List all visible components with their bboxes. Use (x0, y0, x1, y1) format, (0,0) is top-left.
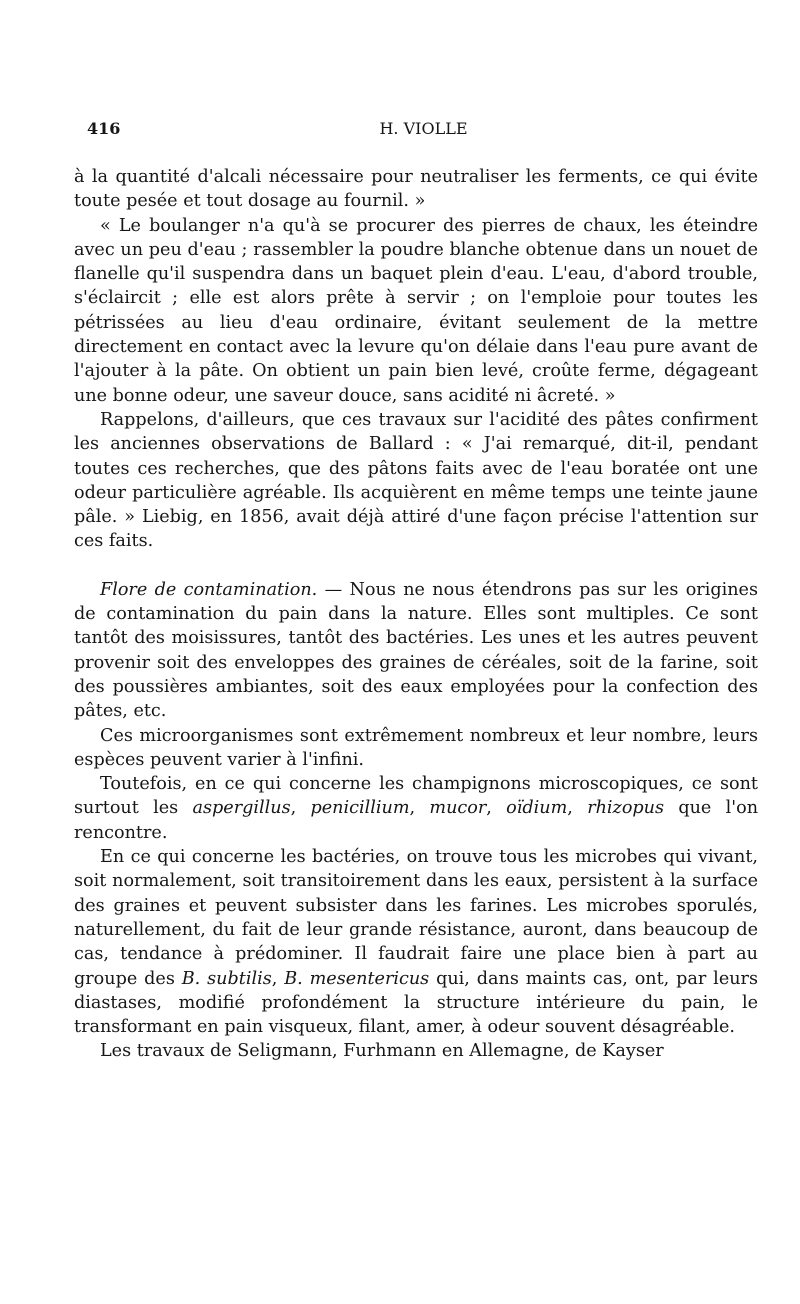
taxon-penicillium: penicillium (310, 798, 410, 819)
paragraph-text: En ce qui concerne les bactéries, on trouve tous les microbes qui vivant, soit normalement, soit transitoirement dans les eaux, persistent à la surface des graines et peuvent subsister dans les farines. Les microbes sporulés, naturellement, du fait de leur grande résistance, auront, dans beaucoup de cas, tendance à prédominer. Il faudrait faire une place bien à part au groupe des (74, 847, 758, 989)
taxon-b-subtilis: B. subtilis (181, 968, 272, 989)
section-gap (74, 554, 758, 578)
section-title: Flore de contamination. (100, 579, 318, 600)
paragraph-champignons (74, 772, 758, 845)
taxon-oidium: oïdium (506, 798, 568, 819)
taxon-mucor: mucor (429, 798, 487, 819)
paragraph-text: « Le boulanger n'a qu'à se procurer des pierres de chaux, les éteindre avec un peu d'eau ; rassembler la poudre blanche obtenue dans un nouet de flanelle qu'il suspendra dans un baquet plein d'eau. L'eau, d'abord trouble, s'éclaircit ; elle est alors prête à servir ; on l'emploie pour toutes les pétrissées au lieu d'eau ordinaire, évitant seulement de la mettre directement en contact avec la levure qu'on délaie dans l'eau pure avant de l'ajouter à la pâte. On obtient un pain bien levé, croûte ferme, dégageant une bonne odeur, une saveur douce, sans acidité ni âcreté. » (74, 215, 758, 406)
paragraph-ballard-liebig (74, 408, 758, 554)
paragraph-text: que l'on rencontre. (74, 798, 759, 843)
paragraph-quote-continuation (74, 165, 758, 214)
page-number: 416 (87, 119, 121, 138)
paragraph-text: Les travaux de Seligmann, Furhmann en Allemagne, de Kayser (100, 1041, 664, 1062)
separator: , (290, 798, 311, 819)
paragraph-text: Toutefois, en ce qui concerne les champignons microscopiques, ce sont surtout les (74, 774, 758, 819)
separator: , (271, 968, 285, 989)
body-text (74, 165, 758, 1064)
paragraph-travaux-seligmann (74, 1039, 758, 1063)
running-head (87, 119, 760, 143)
paragraph-text: à la quantité d'alcali nécessaire pour neutraliser les ferments, ce qui évite toute pesée et tout dosage au fournil. » (74, 167, 758, 212)
paragraph-bacteries (74, 845, 758, 1039)
paragraph-boulanger-quote (74, 214, 758, 408)
separator: , (409, 798, 430, 819)
paragraph-text: qui, dans maints cas, ont, par leurs diastases, modifié profondément la structure intérieure du pain, le transformant en pain visqueux, filant, amer, à odeur souvent désagréable. (74, 968, 758, 1038)
paragraph-microorganismes (74, 724, 758, 773)
paragraph-text: Rappelons, d'ailleurs, que ces travaux sur l'acidité des pâtes confirment les anciennes observations de Ballard : « J'ai remarqué, dit-il, pendant toutes ces recherches, que des pâtons faits avec de l'eau boratée ont une odeur particulière agréable. Ils acquièrent en même temps une teinte jaune pâle. » Liebig, en 1856, avait déjà attiré d'une façon précise l'attention sur ces faits. (74, 409, 758, 552)
paragraph-text: — Nous ne nous étendrons pas sur les origines de contamination du pain dans la nature. Elles sont multiples. Ce sont tantôt des moisissures, tantôt des bactéries. Les unes et les autres peuvent provenir soit des enveloppes des graines de céréales, soit de la farine, soit des poussières ambiantes, soit des eaux employées pour la confection des pâtes, etc. (74, 579, 759, 722)
taxon-aspergillus: aspergillus (192, 798, 291, 819)
running-head-author: H. VIOLLE (379, 119, 468, 138)
separator: , (567, 798, 588, 819)
taxon-b-mesentericus: B. mesentericus (284, 968, 430, 989)
taxon-rhizopus: rhizopus (587, 798, 665, 819)
paragraph-flore-contamination (74, 578, 758, 724)
paragraph-text: Ces microorganismes sont extrêmement nombreux et leur nombre, leurs espèces peuvent varier à l'infini. (74, 725, 758, 770)
separator: , (486, 798, 507, 819)
